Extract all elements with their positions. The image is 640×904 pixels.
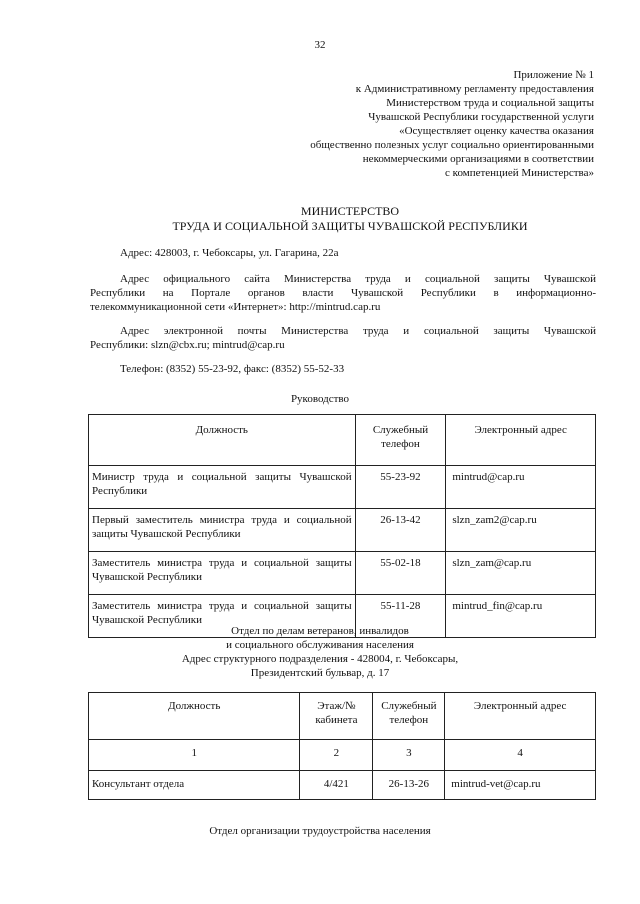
veterans-dept-title-l4: Президентский бульвар, д. 17 [250,667,390,679]
cell-email: mintrud_fin@cap.ru [446,595,596,638]
website-line: телекоммуникационной сети «Интернет»: http://mintrud.cap.ru [90,301,381,313]
col-header-position: Должность [89,693,300,740]
website-paragraph [90,272,596,314]
email-paragraph [90,324,596,352]
appendix-line: Министерством труда и социальной защиты [386,97,594,109]
address-text: Адрес: 428003, г. Чебоксары, ул. Гагарина, 22а [120,247,339,259]
cell-phone: 26-13-26 [373,771,445,800]
cell-position [89,466,356,509]
col-header-phone [373,693,445,740]
col-header-floor [300,693,373,740]
column-number: 2 [300,740,373,771]
cell-phone: 55-11-28 [355,595,446,638]
cell-position-l2: защиты Чувашской Республики [92,528,241,540]
col-header-email: Электронный адрес [445,693,596,740]
column-number: 1 [89,740,300,771]
leadership-title: Руководство [290,393,350,405]
veterans-dept-title-l1: Отдел по делам ветеранов, инвалидов [231,625,409,637]
col-header-position: Должность [89,415,356,466]
employment-dept-title: Отдел организации трудоустройства населения [209,825,431,837]
email-line: Республики: slzn@cbx.ru; mintrud@cap.ru [90,339,285,351]
appendix-line: «Осуществляет оценку качества оказания [399,125,594,137]
appendix-line: с компетенцией Министерства» [445,167,594,179]
cell-position-l1: Заместитель министра труда и социальной защиты [92,557,352,569]
cell-email: slzn_zam@cap.ru [446,552,596,595]
appendix-line: к Административному регламенту предоставления [355,83,594,95]
col-header-email: Электронный адрес [446,415,596,466]
appendix-line: Приложение № 1 [513,69,594,81]
cell-position-l1: Министр труда и социальной защиты Чувашской [92,471,352,483]
address-paragraph [90,246,596,260]
col-header-phone [355,415,446,466]
col-header-floor-l1: Этаж/№ [317,700,356,712]
page-number: 32 [314,39,326,51]
cell-email: slzn_zam2@cap.ru [446,509,596,552]
cell-position [89,509,356,552]
column-number: 4 [445,740,596,771]
table-row [89,509,596,552]
cell-position [89,552,356,595]
ministry-title-line1: МИНИСТЕРСТВО [300,204,400,218]
veterans-dept-title [0,624,640,680]
ministry-title [60,204,640,234]
column-number-row [89,740,596,771]
table-row [89,771,596,800]
cell-position-l1: Первый заместитель министра труда и социальной [92,514,352,526]
website-line: Республики на Портале органов власти Чувашской Республики в информационно- [90,287,596,299]
appendix-header [214,68,594,180]
column-number: 3 [373,740,445,771]
leadership-table [88,414,596,638]
table-header-row [89,415,596,466]
cell-email: mintrud@cap.ru [446,466,596,509]
cell-email: mintrud-vet@cap.ru [445,771,596,800]
cell-phone: 55-23-92 [355,466,446,509]
cell-position-l1: Заместитель министра труда и социальной защиты [92,600,352,612]
cell-phone: 55-02-18 [355,552,446,595]
appendix-line: некоммерческими организациями в соответствии [362,153,594,165]
col-header-phone-l2: телефон [389,714,429,726]
ministry-title-line2: ТРУДА И СОЦИАЛЬНОЙ ЗАЩИТЫ ЧУВАШСКОЙ РЕСПУБЛИКИ [172,219,528,233]
col-header-phone-l1: Служебный [381,700,437,712]
cell-phone: 26-13-42 [355,509,446,552]
table-row [89,466,596,509]
appendix-line: общественно полезных услуг социально ориентированными [310,139,594,151]
veterans-dept-title-l2: и социального обслуживания населения [226,639,414,651]
email-line: Адрес электронной почты Министерства труда и социальной защиты Чувашской [120,325,596,337]
col-header-phone-l1: Служебный [372,424,429,436]
phone-text: Телефон: (8352) 55-23-92, факс: (8352) 55-52-33 [120,363,345,375]
phone-paragraph [90,362,596,376]
cell-position-l2: Чувашской Республики [92,571,203,583]
cell-position: Консультант отдела [89,771,300,800]
veterans-dept-title-l3: Адрес структурного подразделения - 428004, г. Чебоксары, [181,653,459,665]
table-header-row [89,693,596,740]
col-header-floor-l2: кабинета [315,714,358,726]
table-row [89,552,596,595]
col-header-phone-l2: телефон [381,438,420,450]
cell-position-l2: Чувашской Республики [92,614,203,626]
website-line: Адрес официального сайта Министерства труда и социальной защиты Чувашской [120,273,596,285]
cell-floor: 4/421 [300,771,373,800]
cell-position-l2: Республики [92,485,148,497]
appendix-line: Чувашской Республики государственной услуги [368,111,594,123]
veterans-dept-table [88,692,596,800]
